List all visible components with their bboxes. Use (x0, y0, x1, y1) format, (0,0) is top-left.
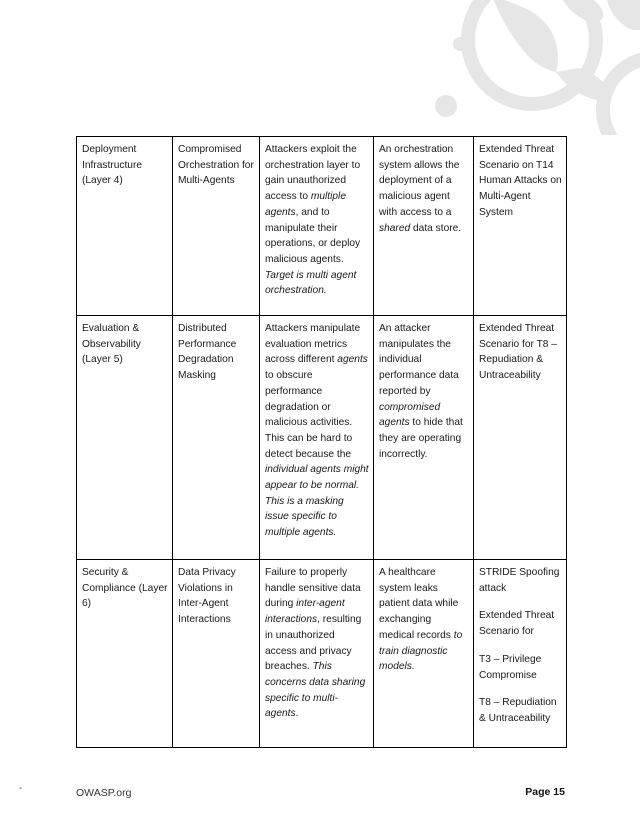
example-cell: An attacker manipulates the individual performance data reported by compromised agents to hide that they are operating incorrectly. (374, 316, 474, 560)
table-row (77, 137, 567, 316)
description-cell: Attackers manipulate evaluation metrics across different agents to obscure performance degradation or malicious activities. This can be hard to detect because the individual agents might appear to be normal. This is a masking issue specific to multiple agents. (260, 316, 374, 560)
example-cell: An orchestration system allows the deployment of a malicious agent with access to a shared data store. (374, 137, 474, 316)
description-cell: Failure to properly handle sensitive data during inter-agent interactions, resulting in unauthorized access and privacy breaches. This concerns data sharing specific to multi-agents. (260, 560, 374, 748)
table-row (77, 316, 567, 560)
footer-dash: - (19, 783, 23, 794)
mapping-entry: Extended Threat Scenario on T14 Human Attacks on Multi-Agent System (479, 144, 562, 218)
layer-cell: Deployment Infrastructure (Layer 4) (77, 137, 173, 316)
threat-cell: Data Privacy Violations in Inter-Agent Interactions (173, 560, 260, 748)
mapping-entry: Extended Threat Scenario for T8 – Repudiation & Untraceability (479, 323, 557, 382)
mapping-entry: STRIDE Spoofing attack (479, 567, 560, 594)
threat-cell: Distributed Performance Degradation Masking (173, 316, 260, 560)
mapping-entry: T3 – Privilege Compromise (479, 653, 542, 681)
mapping-cell (474, 137, 567, 316)
mapping-entry: Extended Threat Scenario for (479, 610, 555, 638)
layer-cell: Evaluation & Observability (Layer 5) (77, 316, 173, 560)
table-row (77, 560, 567, 748)
threat-cell: Compromised Orchestration for Multi-Agents (173, 137, 260, 316)
mapping-cell (474, 316, 567, 560)
layer-cell: Security & Compliance (Layer 6) (77, 560, 173, 748)
threat-table (76, 136, 567, 748)
description-cell: Attackers exploit the orchestration layer to gain unauthorized access to multiple agents, and to manipulate their operations, or deploy malicious agents. Target is multi agent orchestration. (260, 137, 374, 316)
example-cell: A healthcare system leaks patient data while exchanging medical records to train diagnostic models. (374, 560, 474, 748)
mapping-entry: T8 – Repudiation & Untraceability (479, 697, 557, 724)
mapping-cell (474, 560, 567, 748)
footer-site: OWASP.org (76, 787, 132, 799)
owasp-wasp-logo-icon (0, 0, 640, 135)
page-number: Page 15 (525, 786, 565, 798)
